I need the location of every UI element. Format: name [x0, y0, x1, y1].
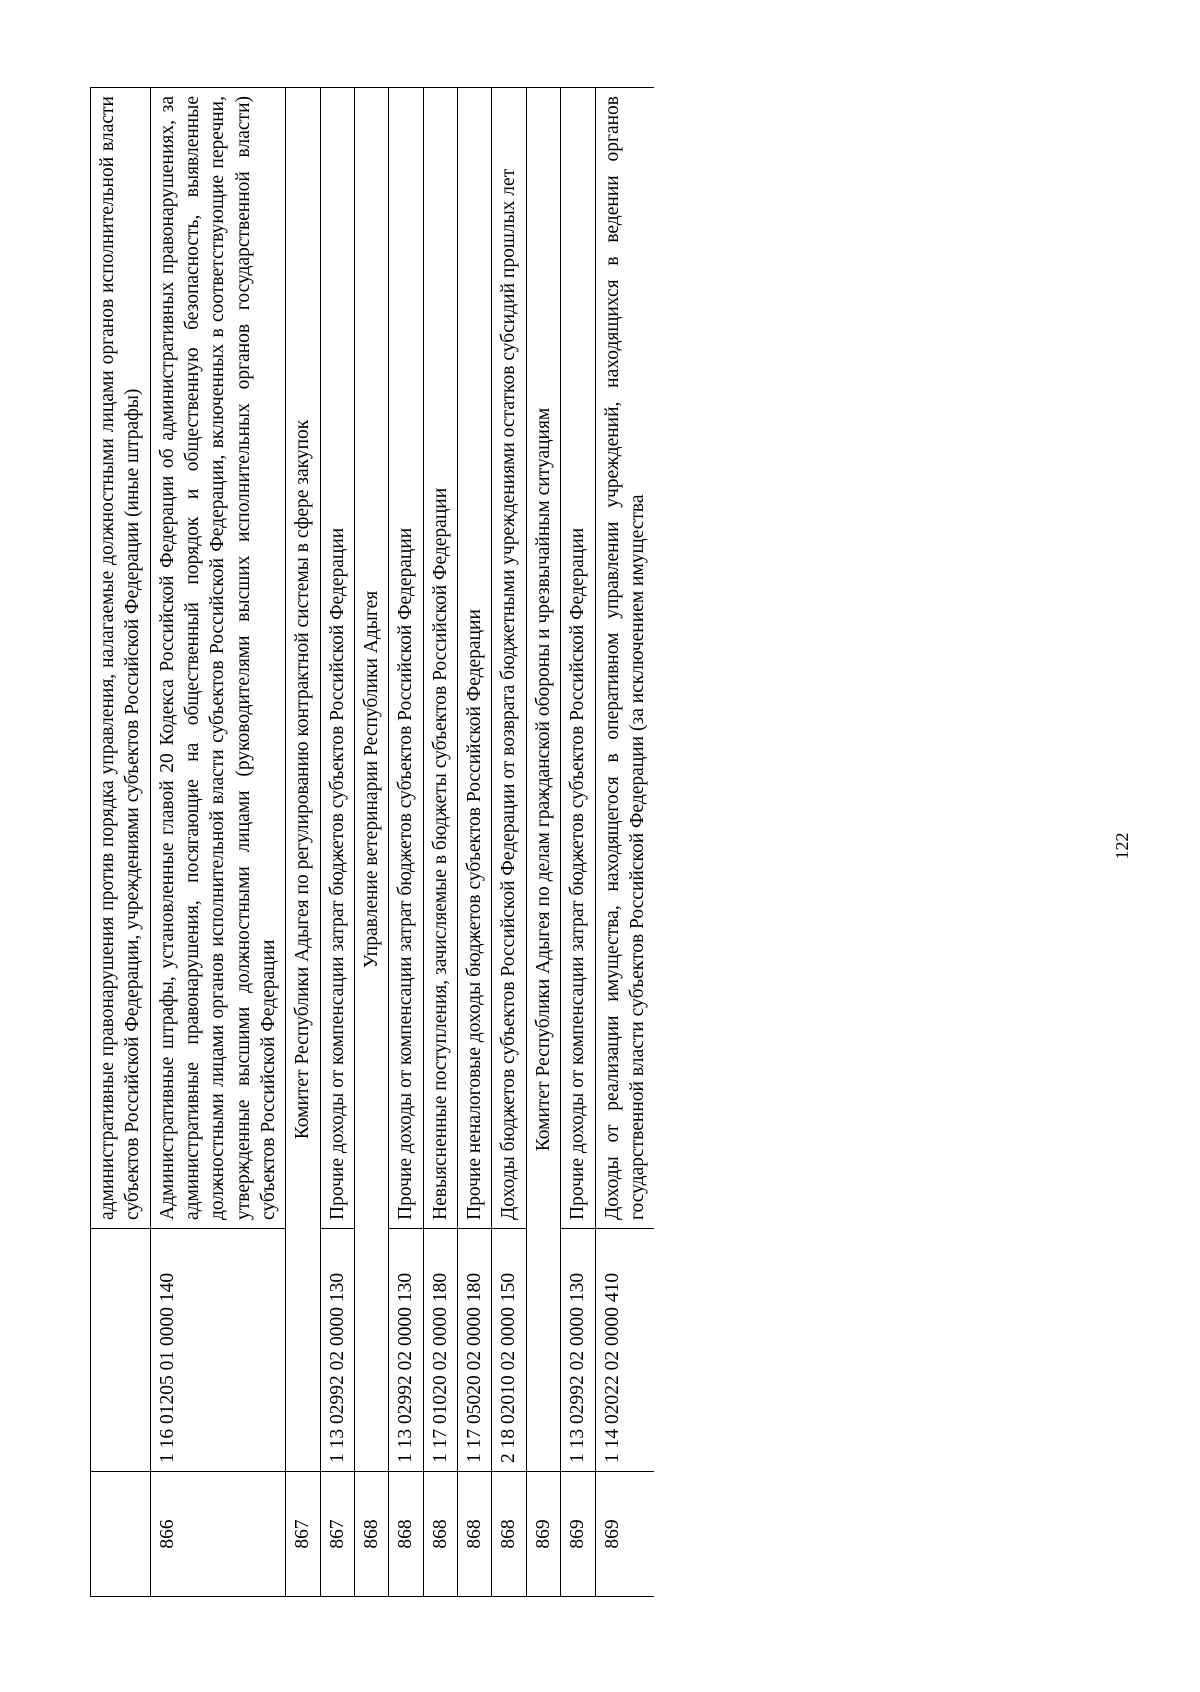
- admin-code-cell: 868: [389, 1472, 423, 1597]
- section-title-cell: Комитет Республики Адыгея по регулированию контрактной системы в сфере закупок: [286, 88, 320, 1472]
- admin-code-cell: [91, 1472, 151, 1597]
- admin-code-cell: 867: [320, 1472, 354, 1597]
- revenue-code-cell: 1 13 02992 02 0000 130: [389, 1229, 423, 1472]
- admin-code-cell: 869: [561, 1472, 595, 1597]
- revenue-name-cell: Доходы от реализации имущества, находящегося в оперативном управлении учреждений, находящихся в ведении органов государственной власти субъектов Российской Федерации (за исключением имущества: [595, 88, 654, 1229]
- admin-code-cell: 868: [423, 1472, 457, 1597]
- revenue-code-cell: 1 17 01020 02 0000 180: [423, 1229, 457, 1472]
- table-row: [561, 88, 595, 1597]
- revenue-code-cell: [91, 1229, 151, 1472]
- section-title-cell: Комитет Республики Адыгея по делам гражданской обороны и чрезвычайным ситуациям: [526, 88, 560, 1472]
- revenue-code-cell: 1 13 02992 02 0000 130: [561, 1229, 595, 1472]
- admin-code-cell: 866: [150, 1472, 286, 1597]
- revenue-code-cell: 1 16 01205 01 0000 140: [150, 1229, 286, 1472]
- revenue-name-cell: Прочие доходы от компенсации затрат бюджетов субъектов Российской Федерации: [561, 88, 595, 1229]
- admin-code-cell: 867: [286, 1472, 320, 1597]
- table-row: [389, 88, 423, 1597]
- admin-code-cell: 869: [526, 1472, 560, 1597]
- table-row: [595, 88, 654, 1597]
- revenue-code-cell: 1 13 02992 02 0000 130: [320, 1229, 354, 1472]
- page-number: 122: [1112, 832, 1132, 860]
- admin-code-cell: 868: [458, 1472, 492, 1597]
- table-row: [150, 88, 286, 1597]
- admin-code-cell: 868: [355, 1472, 389, 1597]
- revenue-name-cell: Прочие доходы от компенсации затрат бюджетов субъектов Российской Федерации: [389, 88, 423, 1229]
- revenue-code-cell: 2 18 02010 02 0000 150: [492, 1229, 526, 1472]
- revenue-codes-table: [90, 87, 654, 1597]
- revenue-name-cell: Доходы бюджетов субъектов Российской Федерации от возврата бюджетными учреждениями остатков субсидий прошлых лет: [492, 88, 526, 1229]
- table-section-header-row: [286, 88, 320, 1597]
- revenue-name-cell: Прочие доходы от компенсации затрат бюджетов субъектов Российской Федерации: [320, 88, 354, 1229]
- admin-code-cell: 869: [595, 1472, 654, 1597]
- table-row: [492, 88, 526, 1597]
- table-section-header-row: [355, 88, 389, 1597]
- table-row: [91, 88, 151, 1597]
- revenue-name-cell: административные правонарушения против порядка управления, налагаемые должностными лицами органов исполнительной власти субъектов Российской Федерации, учреждениями субъектов Российской Федерации (иные штрафы): [91, 88, 151, 1229]
- table-row: [458, 88, 492, 1597]
- revenue-name-cell: Невыясненные поступления, зачисляемые в бюджеты субъектов Российской Федерации: [423, 88, 457, 1229]
- section-title-cell: Управление ветеринарии Республики Адыгея: [355, 88, 389, 1472]
- revenue-name-cell: Прочие неналоговые доходы бюджетов субъектов Российской Федерации: [458, 88, 492, 1229]
- table-section-header-row: [526, 88, 560, 1597]
- revenue-code-cell: 1 14 02022 02 0000 410: [595, 1229, 654, 1472]
- table-row: [423, 88, 457, 1597]
- table-row: [320, 88, 354, 1597]
- revenue-code-cell: 1 17 05020 02 0000 180: [458, 1229, 492, 1472]
- admin-code-cell: 868: [492, 1472, 526, 1597]
- revenue-name-cell: Административные штрафы, установленные главой 20 Кодекса Российской Федерации об административных правонарушениях, за административные правонарушения, посягающие на общественный порядок и общественную безопасность, выявленные должностными лицами органов исполнительной власти субъектов Российской Федерации, включенных в соответствующие перечни, утвержденные высшими должностными лицами (руководителями высших исполнительных органов государственной власти) субъектов Российской Федерации: [150, 88, 286, 1229]
